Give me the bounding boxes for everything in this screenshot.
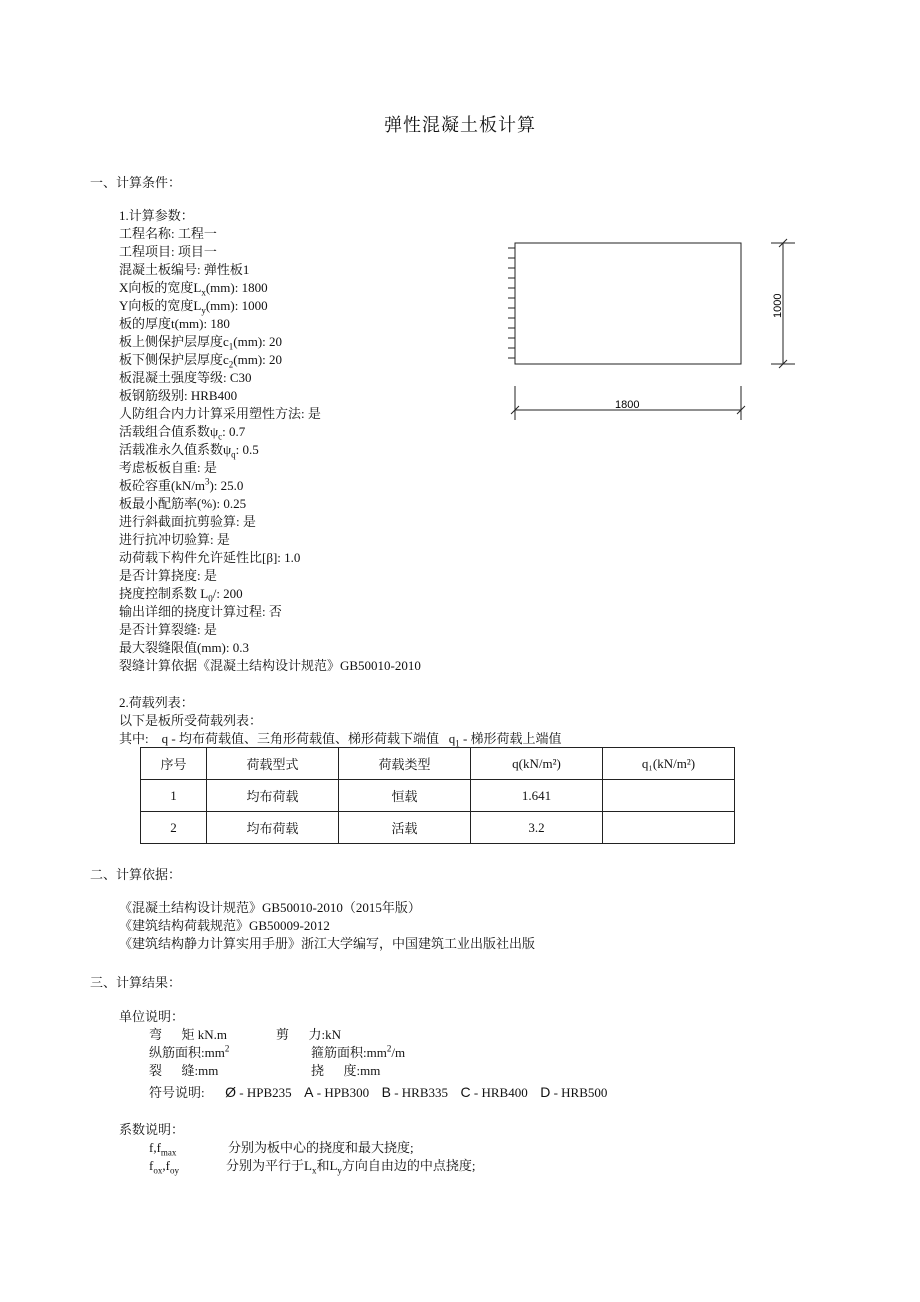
table-cell: 3.2 — [471, 812, 603, 844]
param-line — [119, 423, 421, 441]
param-pre: 最大裂缝限值(mm): 0.3 — [119, 640, 249, 655]
loads-intro: 以下是板所受荷载列表： — [119, 713, 263, 728]
param-line — [119, 297, 421, 315]
table-row — [141, 812, 735, 844]
symbol-glyph: A — [304, 1084, 314, 1100]
param-sub: 0 — [208, 593, 213, 604]
param-line — [119, 387, 421, 405]
unit-crack: 裂 缝:mm — [149, 1063, 219, 1078]
coef1-symbol — [149, 1139, 176, 1157]
param-sub: x — [201, 287, 206, 298]
loads-heading: 2.荷载列表： — [119, 695, 194, 710]
param-line — [119, 567, 421, 585]
param-pre: 板下侧保护层厚度c — [119, 352, 229, 367]
param-pre: 板上侧保护层厚度c — [119, 334, 229, 349]
param-post: ): 25.0 — [209, 478, 244, 493]
unit-long-area-text: 纵筋面积:mm — [149, 1045, 225, 1060]
param-line — [119, 621, 421, 639]
unit-shear: 剪 力:kN — [276, 1027, 342, 1042]
param-pre: 进行抗冲切验算: 是 — [119, 532, 230, 547]
table-cell: 恒载 — [339, 780, 471, 812]
param-post: /: 200 — [212, 586, 243, 601]
param-pre: 活载准永久值系数ψ — [119, 442, 232, 457]
coef-sub: y — [337, 1165, 342, 1176]
coef-sym: f — [149, 1158, 154, 1173]
coef-sub: oy — [169, 1165, 179, 1176]
unit-sup: 2 — [224, 1043, 230, 1054]
param-line — [119, 477, 421, 495]
ref-item: 《建筑结构荷载规范》GB50009-2012 — [119, 918, 330, 933]
param-post: (mm): 1800 — [205, 280, 268, 295]
symbol-text: - HRB500 — [550, 1085, 608, 1100]
symbol-text: - HPB300 — [313, 1085, 370, 1100]
symbol-hrb500 — [540, 1085, 607, 1100]
symbol-glyph: D — [540, 1084, 551, 1100]
symbols-label: 符号说明: — [149, 1085, 205, 1100]
slab-diagram — [505, 238, 805, 428]
unit-stirrup-area — [311, 1044, 405, 1062]
dim-height-label: 1000 — [772, 293, 784, 318]
param-pre: 板的厚度t(mm): 180 — [119, 316, 230, 331]
param-pre: 动荷载下构件允许延性比[β]: 1.0 — [119, 550, 301, 565]
ref-item: 《混凝土结构设计规范》GB50010-2010（2015年版） — [119, 900, 421, 915]
params-list — [119, 225, 421, 675]
table-row — [141, 780, 735, 812]
dim-width-label: 1800 — [615, 399, 640, 411]
coef-sub: x — [311, 1165, 317, 1176]
param-line — [119, 279, 421, 297]
unit-sup: 2 — [386, 1043, 392, 1054]
section-heading-results: 三、计算结果： — [90, 975, 182, 990]
symbol-hpb300 — [304, 1085, 369, 1100]
param-line — [119, 603, 421, 621]
col-header: q(kN/m²) — [471, 748, 603, 780]
symbol-text: - HPB235 — [236, 1085, 292, 1100]
coef2-symbol — [149, 1157, 179, 1175]
table-cell: 1.641 — [471, 780, 603, 812]
param-line — [119, 441, 421, 459]
table-header-row — [141, 748, 735, 780]
param-line — [119, 531, 421, 549]
param-post: (mm): 1000 — [205, 298, 268, 313]
param-line — [119, 369, 421, 387]
param-post: : 0.5 — [235, 442, 259, 457]
symbols-line — [149, 1083, 607, 1102]
param-pre: Y向板的宽度L — [119, 298, 202, 313]
param-pre: 是否计算裂缝: 是 — [119, 622, 217, 637]
symbol-glyph: B — [381, 1084, 391, 1100]
symbol-hpb235 — [225, 1085, 292, 1100]
param-sub: 2 — [228, 359, 234, 370]
param-pre: 是否计算挠度: 是 — [119, 568, 217, 583]
param-post: : 0.7 — [222, 424, 246, 439]
col-header: 荷载类型 — [339, 748, 471, 780]
table-cell — [603, 812, 735, 844]
table-cell: 活载 — [339, 812, 471, 844]
param-pre: 板钢筋级别: HRB400 — [119, 388, 238, 403]
param-line — [119, 261, 421, 279]
symbol-hrb400 — [461, 1085, 528, 1100]
coef-sub: ox — [153, 1165, 163, 1176]
param-sub: c — [218, 431, 223, 442]
unit-stirrup-text: 箍筋面积:mm — [311, 1045, 387, 1060]
symbol-glyph: C — [460, 1084, 471, 1100]
page-title: 弹性混凝土板计算 — [384, 115, 536, 136]
coef-text: 方向自由边的中点挠度; — [341, 1158, 476, 1173]
fixed-edge-hatch — [508, 248, 515, 358]
coef-heading: 系数说明： — [119, 1122, 185, 1137]
param-pre: 工程项目: 项目一 — [119, 244, 217, 259]
param-pre: 板混凝土强度等级: C30 — [119, 370, 252, 385]
unit-stirrup-text-b: /m — [391, 1045, 406, 1060]
ref-item: 《建筑结构静力计算实用手册》浙江大学编写，中国建筑工业出版社出版 — [119, 936, 536, 951]
param-line — [119, 351, 421, 369]
param-line — [119, 225, 421, 243]
col-header: q₁(kN/m²) — [603, 748, 735, 780]
param-line — [119, 315, 421, 333]
param-pre: 考虑板板自重: 是 — [119, 460, 217, 475]
param-post: (mm): 20 — [233, 334, 283, 349]
param-line — [119, 657, 421, 675]
param-line — [119, 639, 421, 657]
param-line — [119, 405, 421, 423]
coef-sub: max — [160, 1147, 177, 1158]
unit-deflection: 挠 度:mm — [311, 1063, 381, 1078]
param-pre: 人防组合内力计算采用塑性方法: 是 — [119, 406, 321, 421]
col-header: 荷载型式 — [207, 748, 339, 780]
symbol-text: - HRB400 — [470, 1085, 528, 1100]
param-pre: 挠度控制系数 L — [119, 586, 209, 601]
table-cell: 2 — [141, 812, 207, 844]
table-cell: 1 — [141, 780, 207, 812]
param-line — [119, 585, 421, 603]
loads-table — [140, 747, 735, 844]
coef-text: 分别为平行于L — [226, 1158, 312, 1173]
units-heading: 单位说明： — [119, 1009, 185, 1024]
param-sub: 1 — [228, 341, 234, 352]
coef1-text: 分别为板中心的挠度和最大挠度; — [228, 1140, 414, 1155]
params-heading: 1.计算参数： — [119, 208, 194, 223]
unit-long-area — [149, 1044, 229, 1062]
table-cell: 均布荷载 — [207, 780, 339, 812]
param-sub: y — [201, 305, 206, 316]
col-header: 序号 — [141, 748, 207, 780]
param-post: (mm): 20 — [233, 352, 283, 367]
param-pre: 板最小配筋率(%): 0.25 — [119, 496, 247, 511]
param-line — [119, 549, 421, 567]
param-pre: 输出详细的挠度计算过程: 否 — [119, 604, 282, 619]
loads-note-sub: 1 — [455, 738, 460, 749]
param-pre: 活载组合值系数ψ — [119, 424, 219, 439]
table-cell: 均布荷载 — [207, 812, 339, 844]
loads-note — [119, 730, 562, 748]
param-pre: 混凝土板编号: 弹性板1 — [119, 262, 250, 277]
param-line — [119, 495, 421, 513]
section-heading-basis: 二、计算依据： — [90, 867, 182, 882]
table-cell — [603, 780, 735, 812]
unit-moment: 弯 矩 kN.m — [149, 1027, 228, 1042]
coef-sym: f,f — [149, 1140, 161, 1155]
param-sub: q — [231, 449, 236, 460]
loads-note-a: 其中: q - 均布荷载值、三角形荷载值、梯形荷载下端值 q — [119, 731, 456, 746]
param-pre: 工程名称: 工程一 — [119, 226, 217, 241]
symbol-text: - HRB335 — [390, 1085, 449, 1100]
coef2-text — [226, 1157, 476, 1175]
loads-note-b: - 梯形荷载上端值 — [459, 731, 562, 746]
param-pre: 板砼容重(kN/m — [119, 478, 205, 493]
param-line — [119, 333, 421, 351]
param-line — [119, 459, 421, 477]
coef-text: 和L — [316, 1158, 338, 1173]
param-pre: 裂缝计算依据《混凝土结构设计规范》GB50010-2010 — [119, 658, 421, 673]
coef-sym: ,f — [162, 1158, 170, 1173]
symbol-hrb335 — [382, 1085, 448, 1100]
param-line — [119, 513, 421, 531]
param-line — [119, 243, 421, 261]
symbol-glyph: Ø — [225, 1084, 237, 1100]
param-sup: 3 — [204, 476, 210, 487]
section-heading-conditions: 一、计算条件： — [90, 175, 182, 190]
param-pre: X向板的宽度L — [119, 280, 202, 295]
param-pre: 进行斜截面抗剪验算: 是 — [119, 514, 256, 529]
slab-rect — [515, 243, 741, 364]
